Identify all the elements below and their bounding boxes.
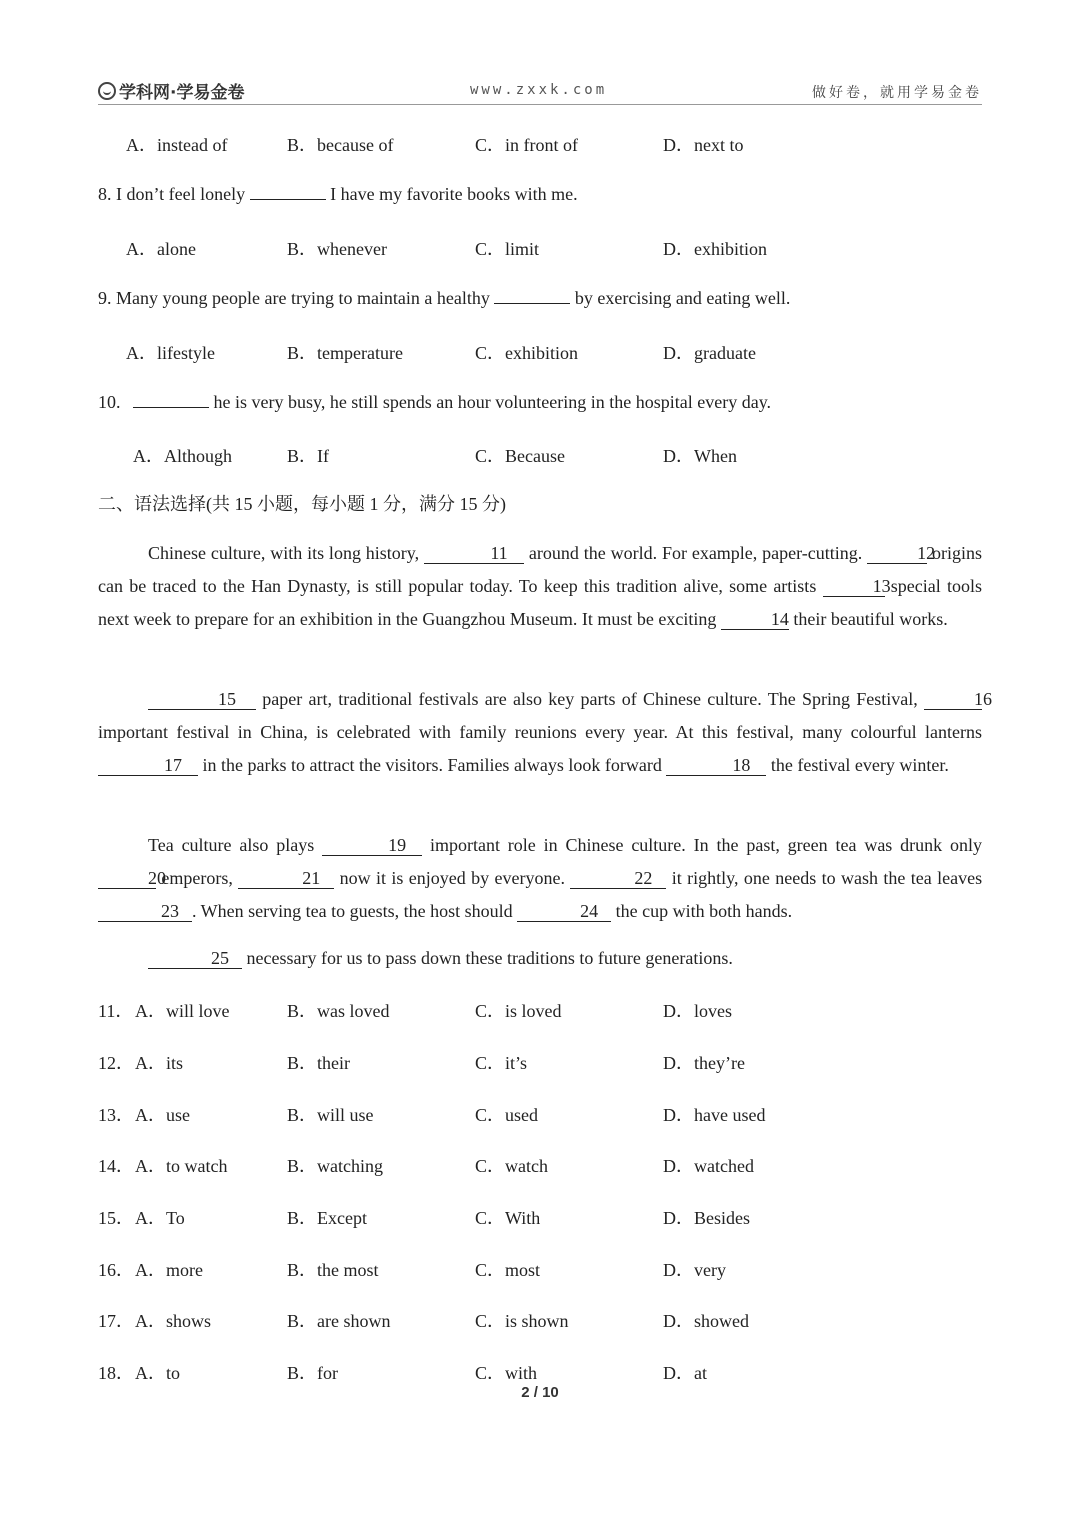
option-d: D．they’re — [663, 1053, 745, 1073]
option-b: B．temperature — [287, 343, 403, 363]
option-a: A．alone — [126, 239, 196, 259]
gap-23: 23 — [98, 901, 192, 922]
option-c: C．Because — [475, 446, 565, 466]
option-b: B．are shown — [287, 1311, 391, 1331]
option-d: D．When — [663, 446, 737, 466]
passage-text: the cup with both hands. — [615, 901, 793, 921]
option-c: C．exhibition — [475, 343, 578, 363]
option-a: A．more — [135, 1260, 203, 1280]
gap-14: 14 — [721, 609, 789, 630]
choice-number: 14． — [98, 1156, 134, 1176]
question-text: I have my favorite books with me. — [330, 184, 578, 204]
question-text: by exercising and eating well. — [574, 288, 791, 308]
gap-19: 19 — [322, 835, 422, 856]
passage-paragraph-2 — [98, 683, 993, 782]
choice-number: 12． — [98, 1053, 134, 1073]
option-d: D．Besides — [663, 1208, 750, 1228]
option-a: A．Although — [133, 446, 232, 466]
option-b: B．the most — [287, 1260, 379, 1280]
option-d: D．next to — [663, 135, 744, 155]
passage-text: special tools next week to prepare for an exhibition in the Guangzhou Museum. It must be exciting — [98, 576, 983, 629]
choice-number: 13． — [98, 1105, 134, 1125]
logo-text: 学科网·学易金卷 — [119, 83, 245, 103]
option-d: D．at — [663, 1363, 707, 1383]
passage-text: around the world. For example, paper-cutting. — [528, 543, 863, 563]
option-c: C．it’s — [475, 1053, 528, 1073]
question-number: 10. — [98, 392, 121, 412]
option-a: A．shows — [135, 1311, 212, 1331]
option-a: A．to watch — [135, 1156, 228, 1176]
passage-text: every winter. — [854, 755, 949, 775]
option-b: B．If — [287, 446, 329, 466]
passage-paragraph-4 — [98, 942, 982, 975]
option-a: A．lifestyle — [126, 343, 215, 363]
question-text: Many young people are trying to maintain a healthy — [116, 288, 490, 308]
option-c: C．used — [475, 1105, 538, 1125]
passage-text: leaves — [937, 868, 983, 888]
answer-blank — [250, 183, 326, 200]
logo — [98, 78, 244, 103]
passage-text: in the parks to attract the visitors. Families always look forward — [202, 755, 662, 775]
option-d: D．exhibition — [663, 239, 767, 259]
gap-13: 13 — [823, 576, 885, 597]
question-number: 9. — [98, 288, 112, 308]
option-c: C．with — [475, 1363, 538, 1383]
option-d: D．graduate — [663, 343, 756, 363]
passage-text: important role in Chinese culture. In the past, green tea was drunk only — [429, 835, 983, 855]
option-a: A．will love — [135, 1001, 230, 1021]
passage-text: necessary for us to pass down these traditions to future generations. — [246, 948, 733, 968]
option-a: A．use — [135, 1105, 190, 1125]
option-c: C．watch — [475, 1156, 548, 1176]
choice-number: 16． — [98, 1260, 134, 1280]
choice-number: 17． — [98, 1311, 134, 1331]
option-a: A．to — [135, 1363, 180, 1383]
option-d: D．have used — [663, 1105, 766, 1125]
option-d: D．watched — [663, 1156, 754, 1176]
choice-number: 15． — [98, 1208, 134, 1228]
gap-24: 24 — [517, 901, 611, 922]
question-text: I don’t feel lonely — [116, 184, 246, 204]
option-d: D．loves — [663, 1001, 732, 1021]
question-10 — [98, 391, 771, 413]
choice-number: 11． — [98, 1001, 134, 1021]
gap-25: 25 — [148, 948, 242, 969]
site-url: www.zxxk.com — [470, 82, 608, 98]
passage-text: lanterns — [925, 722, 982, 742]
passage-text: Chinese culture, with its long history, — [148, 543, 420, 563]
option-d: D．very — [663, 1260, 726, 1280]
slogan: 做好卷，就用学易金卷 — [812, 85, 982, 101]
owl-logo-icon — [98, 82, 116, 100]
option-b: B．will use — [287, 1105, 374, 1125]
passage-text: the festival — [770, 755, 851, 775]
answer-blank — [494, 287, 570, 304]
option-a: A．its — [135, 1053, 184, 1073]
option-b: B．watching — [287, 1156, 383, 1176]
option-b: B．for — [287, 1363, 338, 1383]
question-9 — [98, 287, 790, 309]
passage-text: their beautiful works. — [793, 609, 948, 629]
option-c: C．limit — [475, 239, 540, 259]
option-a: A．instead of — [126, 135, 228, 155]
gap-17: 17 — [98, 755, 198, 776]
passage-text: . When serving tea to guests, the host should — [192, 901, 513, 921]
passage-paragraph-1 — [98, 537, 982, 636]
gap-15: 15 — [148, 689, 256, 710]
gap-12: 12 — [867, 543, 927, 564]
option-c: C．is shown — [475, 1311, 569, 1331]
passage-text: important festival in China, is celebrated with family reunions every year. At this festival, many colourful — [98, 722, 917, 742]
gap-22: 22 — [570, 868, 666, 889]
option-b: B．whenever — [287, 239, 387, 259]
answer-blank — [133, 391, 209, 408]
passage-text: now it is enjoyed by everyone. — [339, 868, 565, 888]
passage-text: Tea culture also plays — [148, 835, 315, 855]
question-8 — [98, 183, 578, 205]
option-b: B．because of — [287, 135, 394, 155]
gap-11: 11 — [424, 543, 524, 564]
option-b: B．their — [287, 1053, 350, 1073]
option-a: A．To — [135, 1208, 185, 1228]
choice-number: 18． — [98, 1363, 134, 1383]
section-title: 二、语法选择(共 15 小题，每小题 1 分，满分 15 分) — [98, 494, 506, 514]
page-header — [98, 74, 982, 105]
passage-text: it rightly, one needs to wash the tea — [671, 868, 932, 888]
option-c: C．most — [475, 1260, 541, 1280]
option-b: B．was loved — [287, 1001, 390, 1021]
passage-text: origins can be traced to the Han Dynasty, is still popular today. To keep this tradition alive, some artists — [98, 543, 983, 596]
gap-16: 16 — [924, 689, 982, 710]
question-text: he is very busy, he still spends an hour volunteering in the hospital every day. — [213, 392, 772, 412]
passage-text: emperors, — [161, 868, 233, 888]
page-number: 2 / 10 — [521, 1384, 559, 1401]
option-d: D．showed — [663, 1311, 749, 1331]
passage-text: paper art, traditional festivals are also key parts of Chinese culture. The Spring Festival, — [262, 689, 918, 709]
gap-18: 18 — [666, 755, 766, 776]
passage-paragraph-3 — [98, 829, 982, 928]
option-c: C．With — [475, 1208, 541, 1228]
option-c: C．is loved — [475, 1001, 562, 1021]
question-number: 8. — [98, 184, 112, 204]
option-c: C．in front of — [475, 135, 578, 155]
gap-21: 21 — [238, 868, 334, 889]
gap-20: 20 — [98, 868, 156, 889]
option-b: B．Except — [287, 1208, 367, 1228]
